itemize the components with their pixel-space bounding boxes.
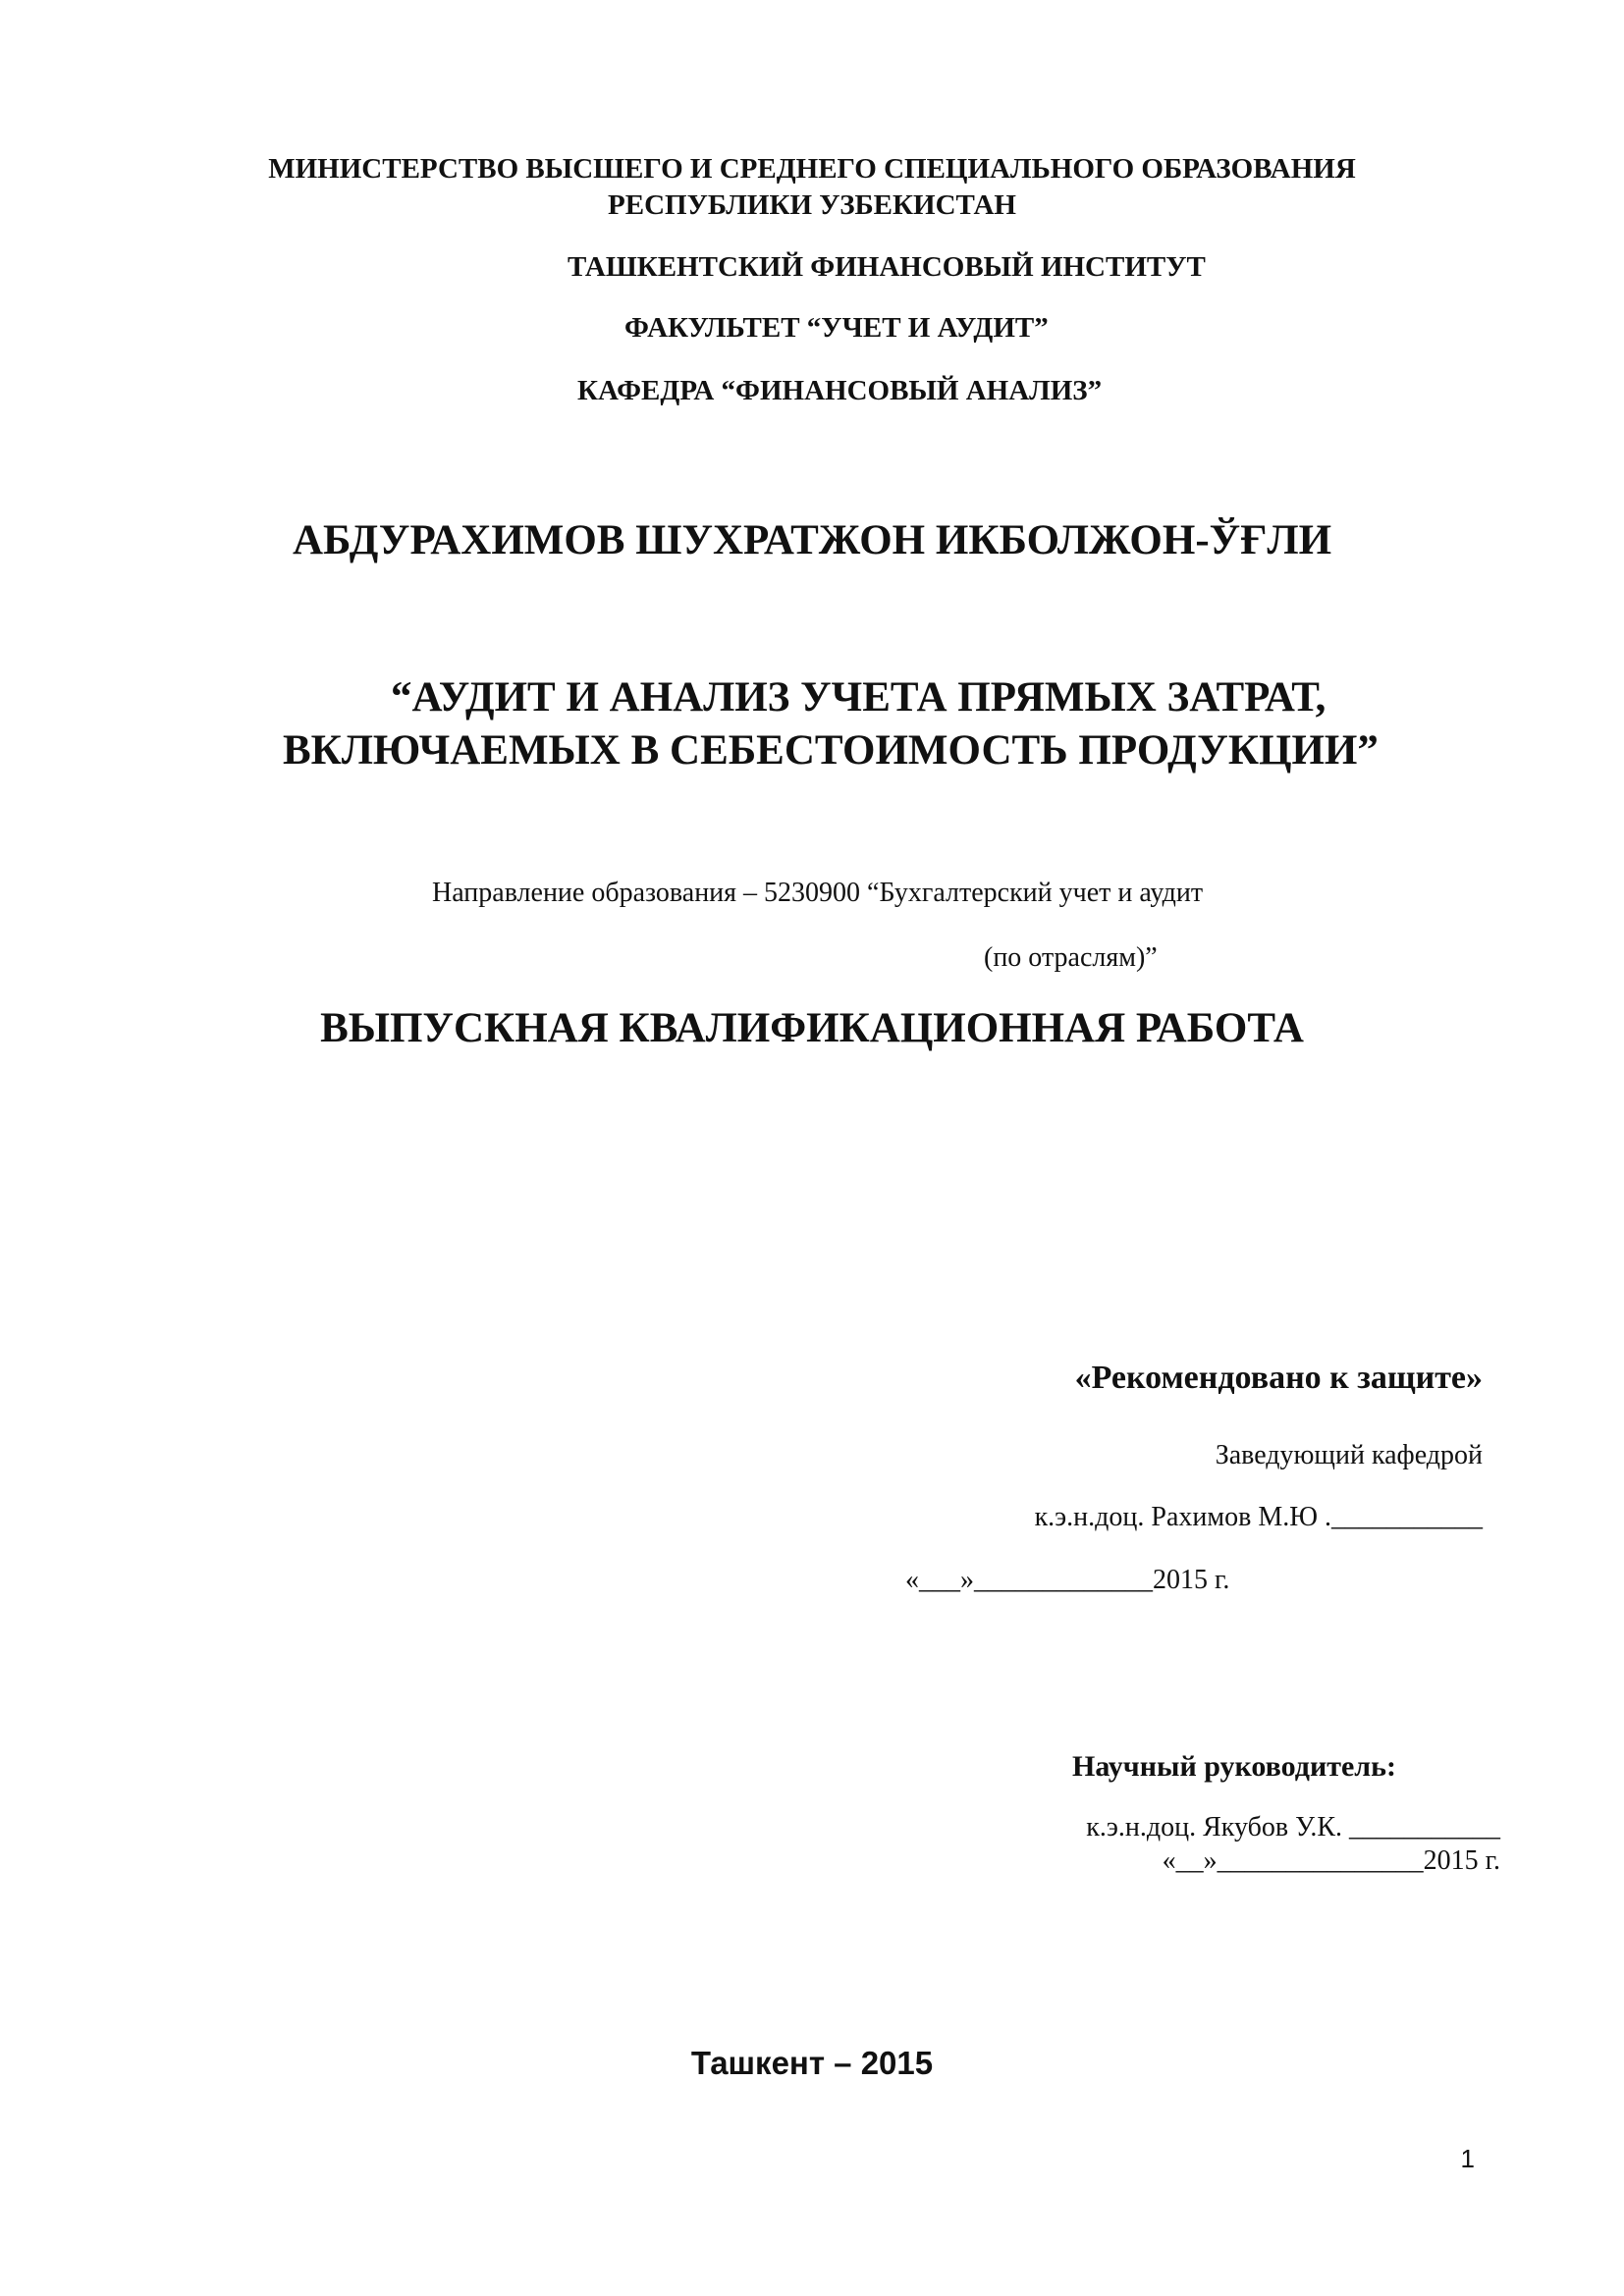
supervisor-person: к.э.н.доц. Якубов У.К. ___________ xyxy=(1086,1812,1500,1842)
work-type: ВЫПУСКНАЯ КВАЛИФИКАЦИОННАЯ РАБОТА xyxy=(320,1005,1304,1051)
faculty-name: ФАКУЛЬТЕТ “УЧЕТ И АУДИТ” xyxy=(624,312,1049,344)
page-number: 1 xyxy=(1460,2144,1475,2173)
institute-name: ТАШКЕНТСКИЙ ФИНАНСОВЫЙ ИНСТИТУТ xyxy=(568,251,1206,283)
thesis-title-line-1: “АУДИТ И АНАЛИЗ УЧЕТА ПРЯМЫХ ЗАТРАТ, xyxy=(391,674,1326,721)
supervisor-heading: Научный руководитель: xyxy=(1072,1750,1396,1783)
direction-line-2: (по отраслям)” xyxy=(984,942,1158,973)
approval-heading: «Рекомендовано к защите» xyxy=(1074,1360,1483,1396)
department-name: КАФЕДРА “ФИНАНСОВЫЙ АНАЛИЗ” xyxy=(577,375,1103,406)
city-year: Ташкент – 2015 xyxy=(690,2045,934,2081)
direction-line-1: Направление образования – 5230900 “Бухгалтерский учет и аудит xyxy=(432,878,1204,908)
approval-person: к.э.н.доц. Рахимов М.Ю .___________ xyxy=(1034,1502,1483,1532)
author-name: АБДУРАХИМОВ ШУХРАТЖОН ИКБОЛЖОН-ЎҒЛИ xyxy=(292,517,1332,563)
ministry-line-2: РЕСПУБЛИКИ УЗБЕКИСТАН xyxy=(608,189,1016,221)
ministry-line-1: МИНИСТЕРСТВО ВЫСШЕГО И СРЕДНЕГО СПЕЦИАЛЬНОГО ОБРАЗОВАНИЯ xyxy=(268,153,1356,185)
approval-role: Заведующий кафедрой xyxy=(1215,1440,1483,1470)
approval-date: «___»_____________2015 г. xyxy=(905,1565,1230,1595)
thesis-title-line-2: ВКЛЮЧАЕМЫХ В СЕБЕСТОИМОСТЬ ПРОДУКЦИИ” xyxy=(283,727,1379,774)
supervisor-date: «__»_______________2015 г. xyxy=(1162,1845,1500,1876)
